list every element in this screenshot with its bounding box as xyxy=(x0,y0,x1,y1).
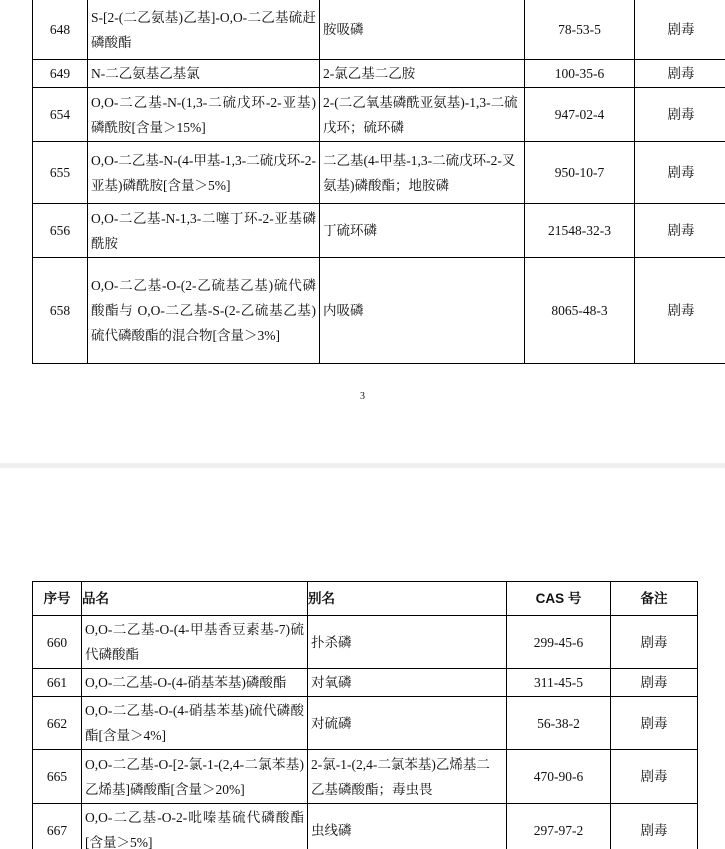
cas-number-cell: 311-45-5 xyxy=(507,669,611,697)
cas-number-cell: 78-53-5 xyxy=(525,0,635,60)
product-name-cell: S-[2-(二乙氨基)乙基]-O,O-二乙基硫赶磷酸酯 xyxy=(88,0,320,60)
remarks-cell: 剧毒 xyxy=(635,204,725,258)
remarks-cell: 剧毒 xyxy=(635,60,725,88)
table-row xyxy=(33,258,725,364)
alias-cell: 2-氯-1-(2,4-二氯苯基)乙烯基二乙基磷酸酯；毒虫畏 xyxy=(308,750,507,804)
remarks-cell: 剧毒 xyxy=(611,616,698,669)
product-name-cell: O,O-二乙基-O-(4-甲基香豆素基-7)硫代磷酸酯 xyxy=(82,616,308,669)
serial-number-cell: 667 xyxy=(33,804,82,849)
serial-number-cell: 654 xyxy=(33,88,88,142)
hazardous-chemicals-table xyxy=(32,581,698,849)
alias-cell: 丁硫环磷 xyxy=(320,204,525,258)
header-remarks: 备注 xyxy=(611,582,698,616)
serial-number-cell: 648 xyxy=(33,0,88,60)
product-name-cell: O,O-二乙基-O-[2-氯-1-(2,4-二氯苯基)乙烯基]磷酸酯[含量＞20%] xyxy=(82,750,308,804)
product-name-cell: N-二乙氨基乙基氯 xyxy=(88,60,320,88)
alias-cell: 对硫磷 xyxy=(308,697,507,750)
hazardous-chemicals-table xyxy=(32,0,725,364)
alias-cell: 对氧磷 xyxy=(308,669,507,697)
header-product-name: 品名 xyxy=(82,582,308,616)
table-row xyxy=(33,804,698,849)
serial-number-cell: 655 xyxy=(33,142,88,204)
cas-number-cell: 100-35-6 xyxy=(525,60,635,88)
cas-number-cell: 947-02-4 xyxy=(525,88,635,142)
product-name-cell: O,O-二乙基-N-(4-甲基-1,3-二硫戊环-2-亚基)磷酰胺[含量＞5%] xyxy=(88,142,320,204)
remarks-cell: 剧毒 xyxy=(611,697,698,750)
product-name-cell: O,O-二乙基-O-2-吡嗪基硫代磷酸酯[含量＞5%] xyxy=(82,804,308,849)
remarks-cell: 剧毒 xyxy=(611,804,698,849)
table-body xyxy=(33,0,725,364)
alias-cell: 虫线磷 xyxy=(308,804,507,849)
remarks-cell: 剧毒 xyxy=(611,750,698,804)
table-header xyxy=(33,582,698,616)
document-page-4 xyxy=(0,468,725,849)
cas-number-cell: 21548-32-3 xyxy=(525,204,635,258)
table-row xyxy=(33,616,698,669)
alias-cell: 二乙基(4-甲基-1,3-二硫戊环-2-叉氨基)磷酸酯；地胺磷 xyxy=(320,142,525,204)
serial-number-cell: 658 xyxy=(33,258,88,364)
table-row xyxy=(33,142,725,204)
serial-number-cell: 665 xyxy=(33,750,82,804)
cas-number-cell: 299-45-6 xyxy=(507,616,611,669)
serial-number-cell: 660 xyxy=(33,616,82,669)
table-row xyxy=(33,669,698,697)
serial-number-cell: 656 xyxy=(33,204,88,258)
cas-number-cell: 8065-48-3 xyxy=(525,258,635,364)
table-row xyxy=(33,697,698,750)
product-name-cell: O,O-二乙基-N-1,3-二噻丁环-2-亚基磷酰胺 xyxy=(88,204,320,258)
table-body xyxy=(33,616,698,849)
alias-cell: 2-氯乙基二乙胺 xyxy=(320,60,525,88)
header-alias: 别名 xyxy=(308,582,507,616)
table-row xyxy=(33,204,725,258)
alias-cell: 2-(二乙氧基磷酰亚氨基)-1,3-二硫戊环；硫环磷 xyxy=(320,88,525,142)
page-number: 3 xyxy=(360,391,365,402)
remarks-cell: 剧毒 xyxy=(611,669,698,697)
serial-number-cell: 661 xyxy=(33,669,82,697)
table-row xyxy=(33,750,698,804)
cas-number-cell: 470-90-6 xyxy=(507,750,611,804)
product-name-cell: O,O-二乙基-O-(4-硝基苯基)硫代磷酸酯[含量＞4%] xyxy=(82,697,308,750)
serial-number-cell: 662 xyxy=(33,697,82,750)
cas-number-cell: 297-97-2 xyxy=(507,804,611,849)
table-row xyxy=(33,0,725,60)
table-row xyxy=(33,60,725,88)
product-name-cell: O,O-二乙基-O-(4-硝基苯基)磷酸酯 xyxy=(82,669,308,697)
table-row xyxy=(33,88,725,142)
alias-cell: 扑杀磷 xyxy=(308,616,507,669)
header-serial-number: 序号 xyxy=(33,582,82,616)
alias-cell: 胺吸磷 xyxy=(320,0,525,60)
remarks-cell: 剧毒 xyxy=(635,0,725,60)
product-name-cell: O,O-二乙基-O-(2-乙硫基乙基)硫代磷酸酯与 O,O-二乙基-S-(2-乙硫基乙基)硫代磷酸酯的混合物[含量＞3%] xyxy=(88,258,320,364)
product-name-cell: O,O-二乙基-N-(1,3-二硫戊环-2-亚基)磷酰胺[含量＞15%] xyxy=(88,88,320,142)
alias-cell: 内吸磷 xyxy=(320,258,525,364)
serial-number-cell: 649 xyxy=(33,60,88,88)
remarks-cell: 剧毒 xyxy=(635,258,725,364)
remarks-cell: 剧毒 xyxy=(635,142,725,204)
cas-number-cell: 56-38-2 xyxy=(507,697,611,750)
header-cas-number: CAS 号 xyxy=(507,582,611,616)
cas-number-cell: 950-10-7 xyxy=(525,142,635,204)
header-row xyxy=(33,582,698,616)
remarks-cell: 剧毒 xyxy=(635,88,725,142)
